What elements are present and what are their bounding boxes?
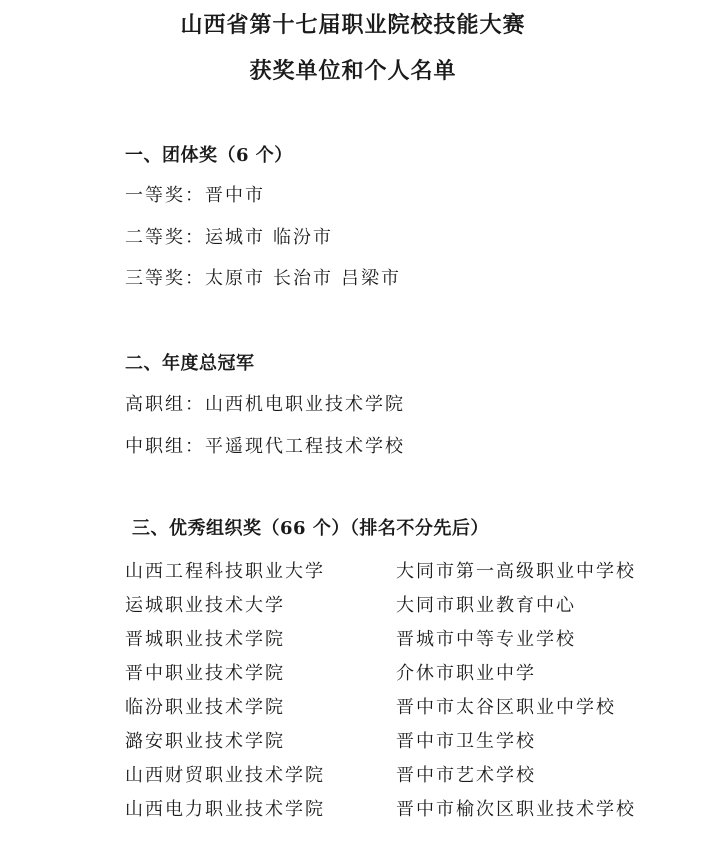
secondary-vocational-label: 中职组： — [125, 436, 205, 457]
first-prize-label: 一等奖： — [125, 185, 205, 206]
first-prize-unit: 晋中市 — [205, 185, 265, 206]
higher-vocational-row — [125, 393, 405, 417]
second-prize-row — [125, 226, 333, 250]
organization-list-item: 大同市职业教育中心 — [396, 595, 576, 616]
document-title: 山西省第十七届职业院校技能大赛 — [180, 12, 526, 38]
third-prize-unit: 太原市 — [205, 268, 265, 289]
organization-list-item: 山西电力职业技术学院 — [125, 799, 325, 820]
higher-vocational-winner: 山西机电职业技术学院 — [205, 394, 405, 415]
organization-list-item: 晋中市卫生学校 — [396, 731, 536, 752]
secondary-vocational-winner: 平遥现代工程技术学校 — [205, 436, 405, 457]
third-prize-unit: 吕梁市 — [341, 268, 401, 289]
team-award-heading: 一、团体奖（6 个） — [125, 145, 293, 166]
organization-list-item: 晋中市太谷区职业中学校 — [396, 697, 616, 718]
secondary-vocational-row — [125, 435, 405, 459]
second-prize-unit: 临汾市 — [273, 227, 333, 248]
organization-list-item: 晋中职业技术学院 — [125, 663, 285, 684]
third-prize-label: 三等奖： — [125, 268, 205, 289]
organization-list-item: 晋中市艺术学校 — [396, 765, 536, 786]
organization-list-item: 山西工程科技职业大学 — [125, 561, 325, 582]
organization-award-heading: 三、优秀组织奖（66 个）（排名不分先后） — [132, 518, 489, 539]
document-subtitle: 获奖单位和个人名单 — [249, 58, 457, 84]
organization-list-item: 晋城职业技术学院 — [125, 629, 285, 650]
organization-list-item: 大同市第一高级职业中学校 — [396, 561, 636, 582]
organization-list-item: 潞安职业技术学院 — [125, 731, 285, 752]
organization-list-item: 晋城市中等专业学校 — [396, 629, 576, 650]
second-prize-label: 二等奖： — [125, 227, 205, 248]
third-prize-row — [125, 267, 401, 291]
organization-list-item: 山西财贸职业技术学院 — [125, 765, 325, 786]
second-prize-unit: 运城市 — [205, 227, 265, 248]
organization-list-item: 临汾职业技术学院 — [125, 697, 285, 718]
third-prize-unit: 长治市 — [273, 268, 333, 289]
annual-champion-heading: 二、年度总冠军 — [125, 353, 255, 374]
organization-list-item: 运城职业技术大学 — [125, 595, 285, 616]
first-prize-row — [125, 184, 265, 208]
higher-vocational-label: 高职组： — [125, 394, 205, 415]
organization-list-item: 晋中市榆次区职业技术学校 — [396, 799, 636, 820]
organization-list-item: 介休市职业中学 — [396, 663, 536, 684]
